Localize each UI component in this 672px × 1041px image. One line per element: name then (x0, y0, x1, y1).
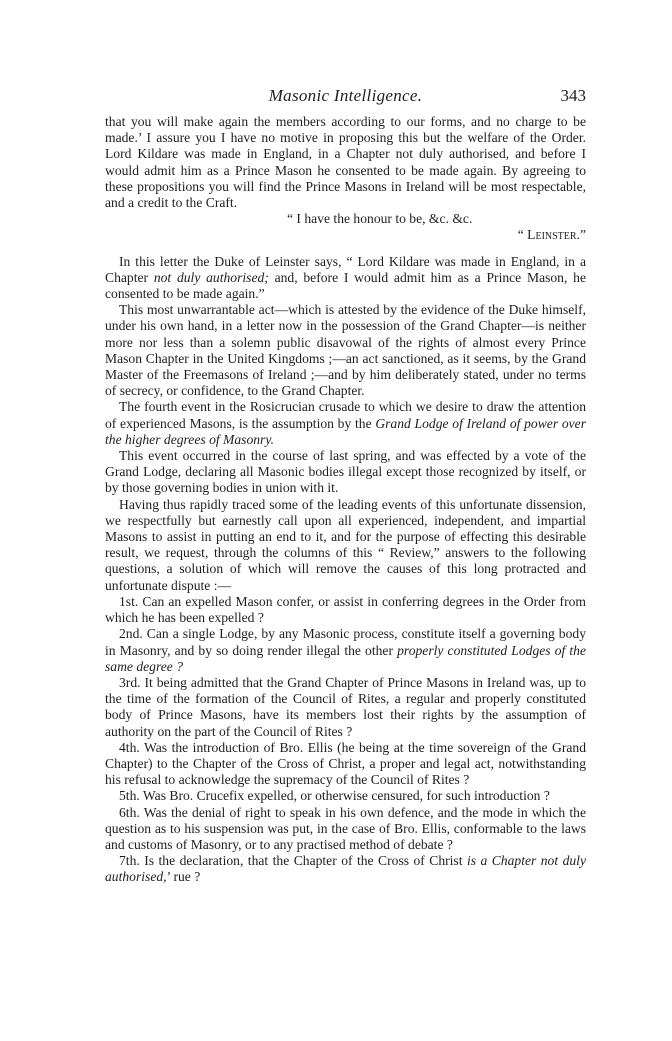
emphasis: properly constituted Lodges of the same degree ? (105, 642, 586, 674)
paragraph (105, 399, 586, 448)
letter-closing: “ I have the honour to be, &c. &c. (287, 211, 473, 227)
letter-body: that you will make again the members according to our forms, and no charge to be made.’ I assure you I have no motive in proposing this but the welfare of the Order. Lord Kildare was made in England, in a Chapter not duly authorised, and before I would admit him as a Prince Mason he consented to be made again. By agreeing to these propositions you will find the Prince Masons in Ireland will be most respectable, and a credit to the Craft. (105, 114, 586, 211)
paragraph (105, 254, 586, 303)
question-6: 6th. Was the denial of right to speak in his own defence, and the mode in which the question as to his suspension was put, in the case of Bro. Ellis, conformable to the laws and customs of Masonry, or to any practised method of debate ? (105, 804, 586, 852)
question-5: 5th. Was Bro. Crucefix expelled, or otherwise censured, for such introduction ? (119, 788, 550, 804)
letter-signature: “ Leinster.” (517, 227, 586, 243)
paragraph: This most unwarrantable act—which is attested by the evidence of the Duke himself, under his own hand, in a letter now in the possession of the Grand Chapter—is neither more nor less than a solemn public disavowal of the rights of almost every Prince Mason Chapter in the United Kingdoms ;—an act sanctioned, as it seems, by the Grand Master of the Freemasons of Ireland ;—and by him deliberately stated, under no terms of secrecy, or confidence, to the Grand Chapter. (105, 302, 586, 399)
question-2 (105, 626, 586, 675)
paragraph: This event occurred in the course of last spring, and was effected by a vote of the Grand Lodge, declaring all Masonic bodies illegal except those recognized by itself, or by those governing bodies in union with it. (105, 448, 586, 496)
question-4: 4th. Was the introduction of Bro. Ellis (he being at the time sovereign of the Grand Chapter) to the Chapter of the Cross of Christ, a proper and legal act, notwithstanding his refusal to acknowledge the supremacy of the Council of Rites ? (105, 739, 586, 788)
question-7 (105, 853, 586, 885)
running-title: Masonic Intelligence. (268, 86, 423, 105)
spacer (105, 244, 586, 254)
emphasis: is a Chapter not duly authorised, (105, 853, 586, 885)
paragraph-text: In this letter the Duke of Leinster says, “ Lord Kildare was made in England, in a Chapter (105, 253, 586, 285)
page-number: 343 (560, 86, 586, 105)
paragraph-text: The fourth event in the Rosicrucian crusade to which we desire to draw the attention of experienced Masons, is the assumption by the (105, 399, 586, 431)
question-text: 7th. Is the declaration, that the Chapter of the Cross of Christ (119, 853, 467, 869)
running-head (105, 86, 586, 114)
question-text: 2nd. Can a single Lodge, by any Masonic process, constitute itself a governing body in Masonry, and by so doing render illegal the other (105, 626, 586, 658)
emphasis: Grand Lodge of Ireland of power over the higher degrees of Masonry. (105, 415, 586, 447)
paragraph-text: and, before I would admit him as a Prince Mason, he consented to be made again.” (105, 269, 586, 302)
question-3: 3rd. It being admitted that the Grand Chapter of Prince Masons in Ireland was, up to the time of the formation of the Council of Rites, a regular and properly constituted body of Prince Masons, have its members lost their rights by the assumption of authority on the part of the Council of Rites ? (105, 674, 586, 739)
paragraph: Having thus rapidly traced some of the leading events of this unfortunate dissension, we respectfully but earnestly call upon all experienced, independent, and impartial Masons to assist in putting an end to it, and for the purpose of effecting this desirable result, we request, through the columns of this “ Review,” answers to the following questions, a solution of which will remove the causes of this long protracted and unfortunate dispute :— (105, 496, 586, 593)
emphasis: not duly authorised; (153, 269, 269, 285)
question-1: 1st. Can an expelled Mason confer, or assist in conferring degrees in the Order from which he has been expelled ? (105, 593, 586, 626)
article-body (105, 114, 586, 886)
question-text: ’ rue ? (166, 869, 201, 885)
